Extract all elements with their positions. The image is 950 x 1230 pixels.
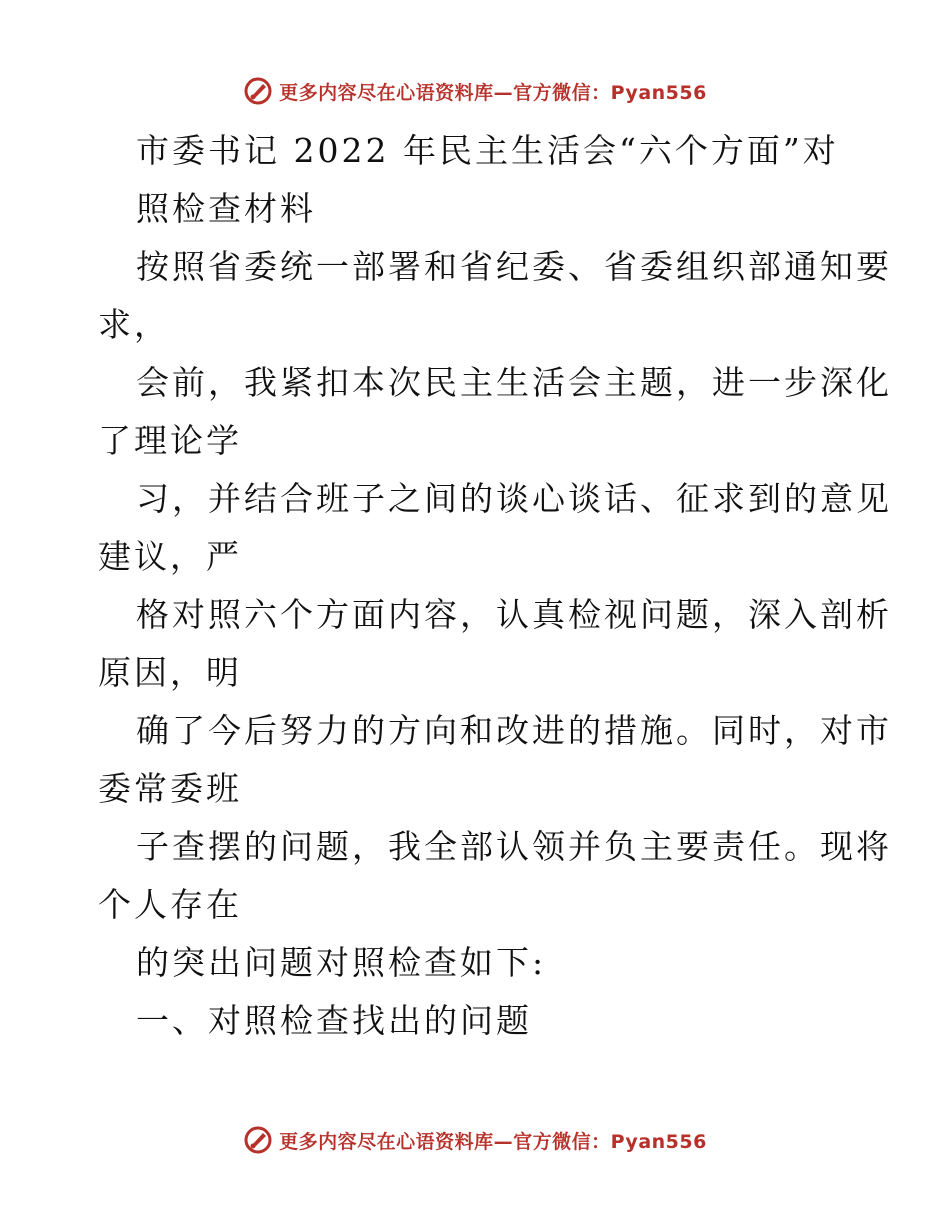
paragraph-line: 建议，严 [98, 537, 242, 576]
paragraph-line: 格对照六个方面内容，认真检视问题，深入剖析 [136, 595, 892, 634]
paragraph-line: 个人存在 [98, 885, 242, 924]
paragraph-line: 原因，明 [98, 653, 242, 692]
document-body [98, 122, 892, 1050]
footer-watermark-text: 更多内容尽在心语资料库—官方微信：Pyan556 [279, 1130, 707, 1153]
paragraph-line: 会前，我紧扣本次民主生活会主题，进一步深化 [136, 363, 892, 402]
paragraph-line: 的突出问题对照检查如下: [136, 943, 547, 982]
paragraph-line: 确了今后努力的方向和改进的措施。同时，对市 [136, 711, 892, 750]
header-watermark-banner [0, 71, 950, 111]
footer-watermark-banner [0, 1120, 950, 1160]
paragraph-line: 了理论学 [98, 421, 242, 460]
paragraph-line: 委常委班 [98, 769, 242, 808]
paragraph-line: 习，并结合班子之间的谈心谈话、征求到的意见 [136, 479, 892, 518]
logo-icon [243, 76, 273, 106]
title-line-1: 市委书记 2022 年民主生活会“六个方面”对 [136, 131, 839, 170]
paragraph-line: 按照省委统一部署和省纪委、省委组织部通知要 [136, 247, 892, 286]
title-line-2: 照检查材料 [136, 189, 316, 228]
logo-icon [243, 1125, 273, 1155]
paragraph-line: 子查摆的问题，我全部认领并负主要责任。现将 [136, 827, 892, 866]
paragraph-line: 求， [98, 305, 170, 344]
section-heading: 一、对照检查找出的问题 [136, 1001, 532, 1040]
header-watermark-text: 更多内容尽在心语资料库—官方微信：Pyan556 [279, 81, 707, 104]
